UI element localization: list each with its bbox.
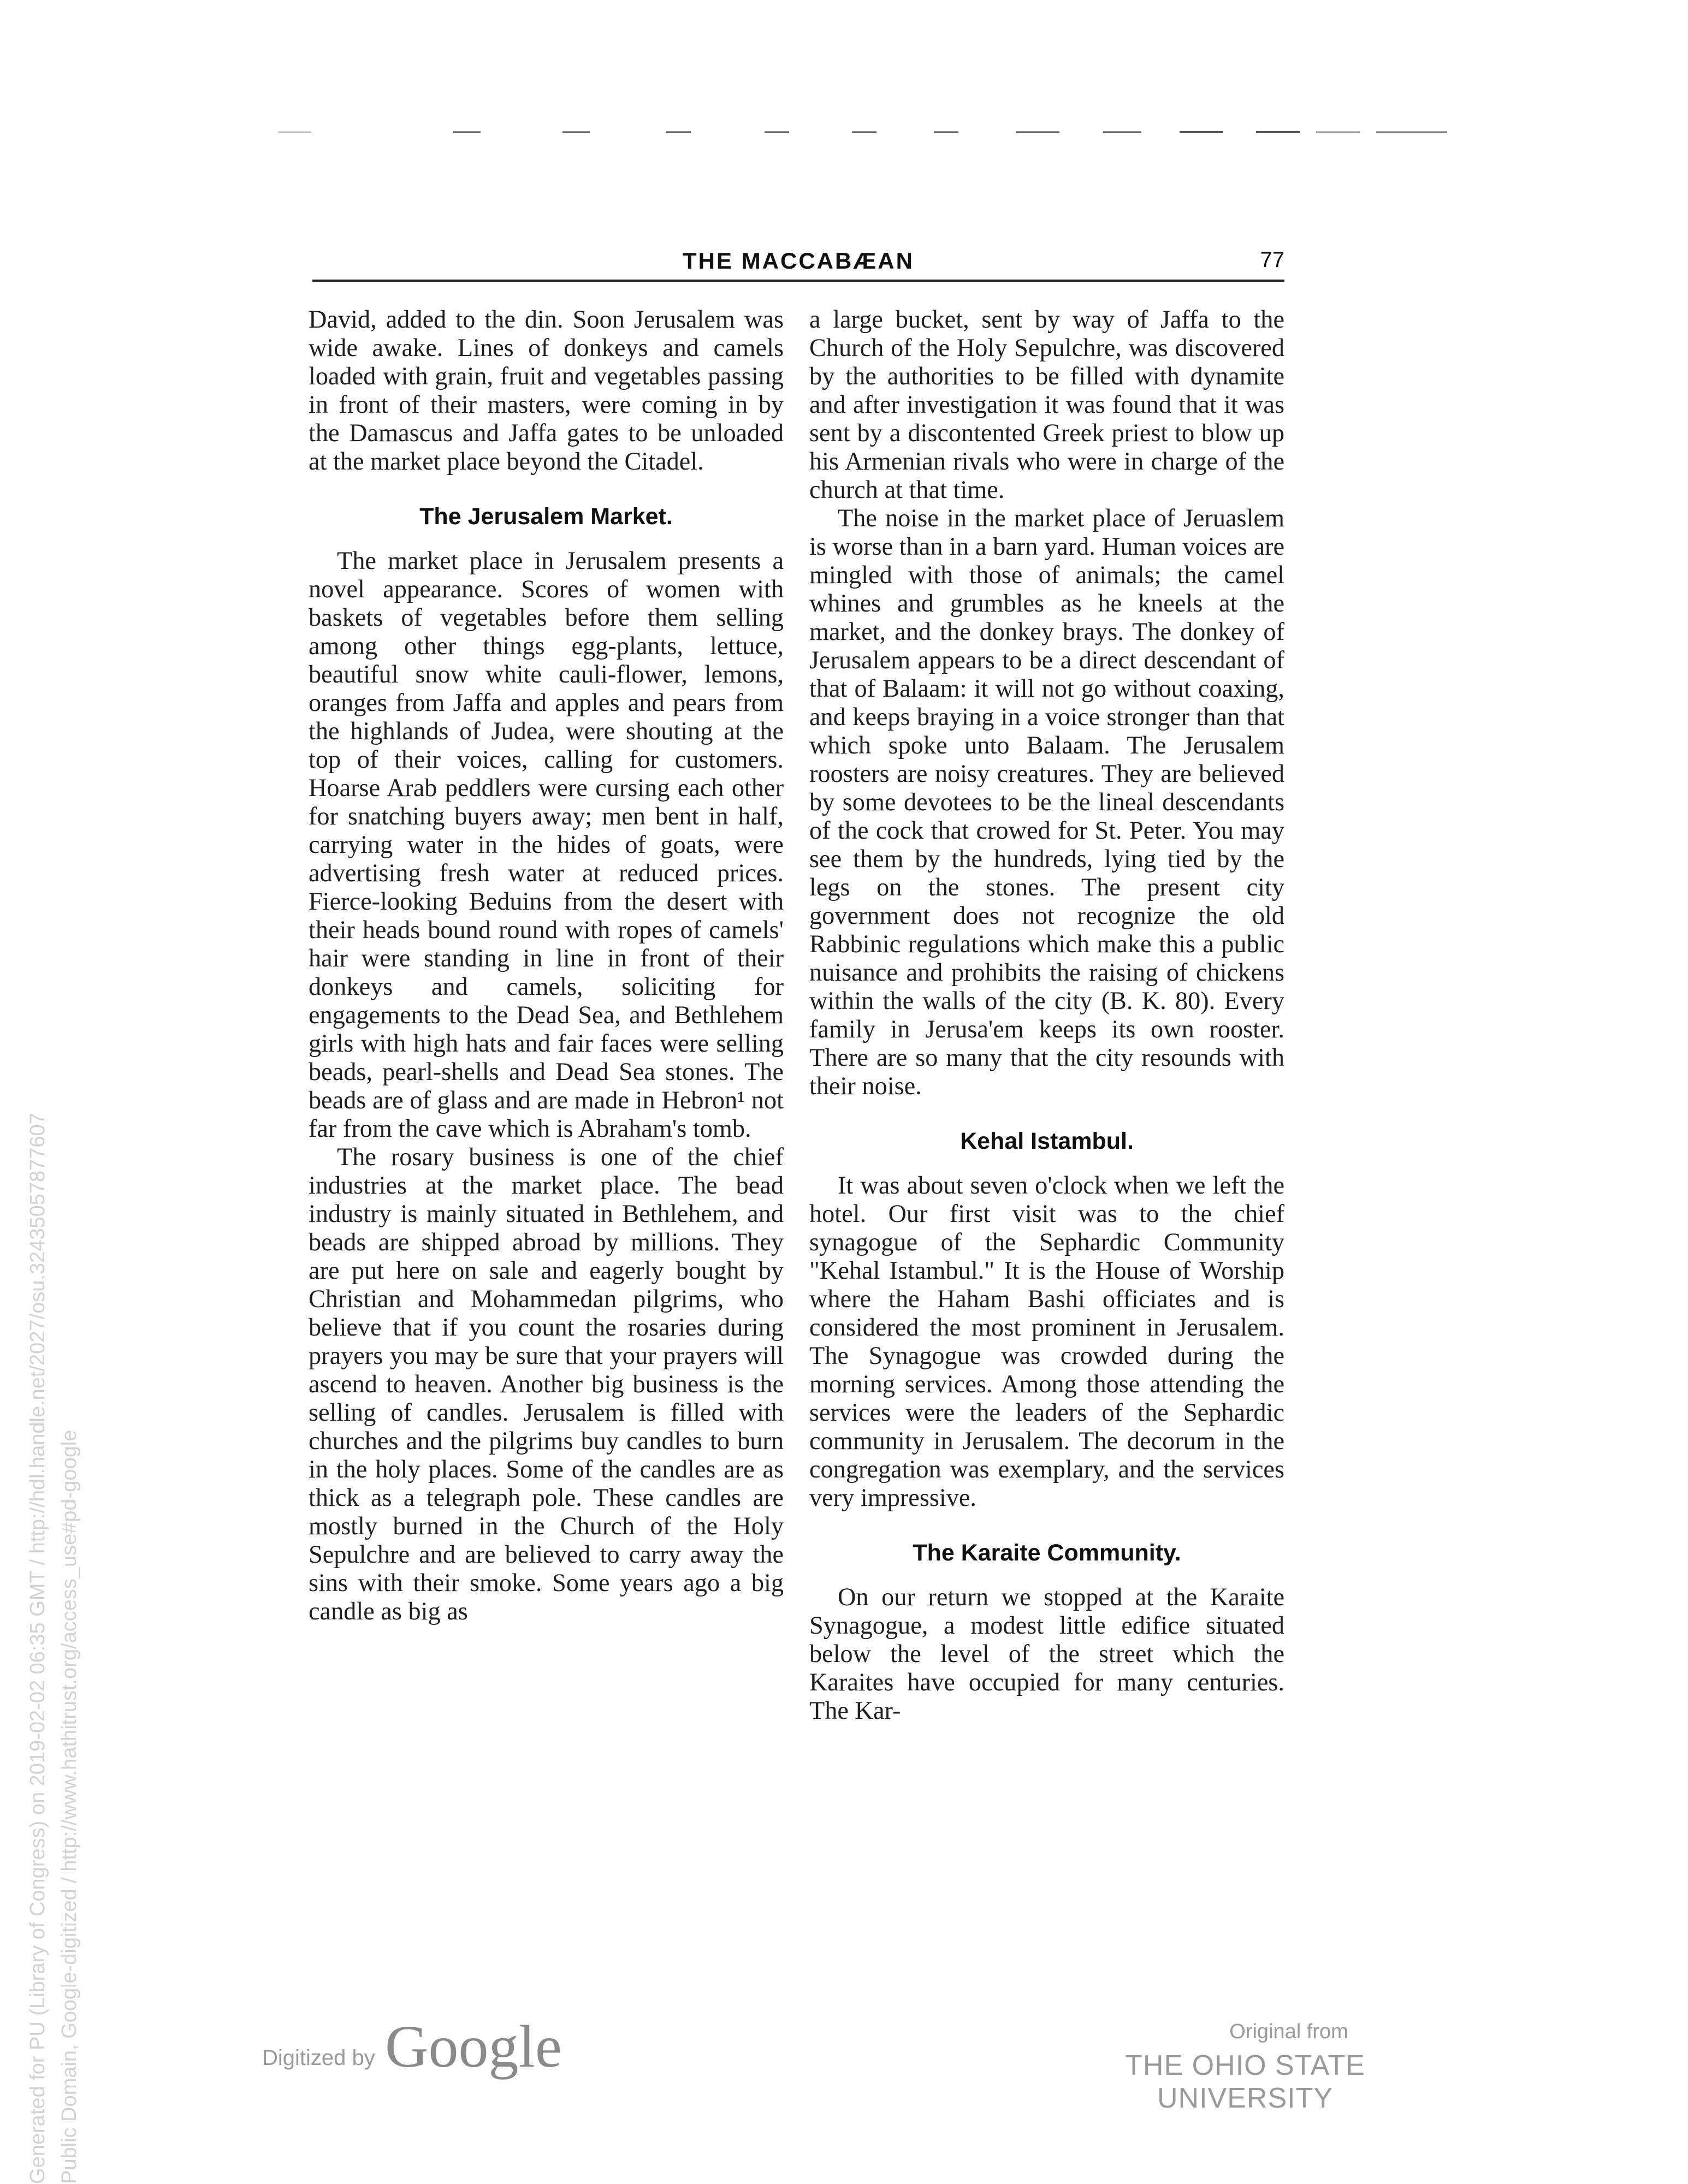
digitized-label: Digitized by [262, 2046, 375, 2070]
access-watermark [22, 819, 85, 2184]
journal-title: THE MACCABÆAN [683, 248, 914, 274]
watermark-line: Public Domain, Google-digitized / http://www.hathitrust.org/access_use#pd-google [58, 1429, 81, 2184]
right-column [809, 306, 1284, 1725]
paragraph: The noise in the market place of Jeruaslem is worse than in a barn yard. Human voices are mingled with those of animals; the camel whines and grumbles as he kneels at the market, and the donkey brays. The donkey of Jerusalem appears to be a direct descendant of that of Balaam: it will not go without coaxing, and keeps braying in a voice stronger than that which spoke unto Balaam. The Jerusalem roosters are noisy creatures. They are believed by some devotees to be the lineal descendants of the cock that crowed for St. Peter. You may see them by the hundreds, lying tied by the legs on the stones. The present city government does not recognize the old Rabbinic regulations which make this a public nuisance and prohibits the raising of chickens within the walls of the city (B. K. 80). Every family in Jerusa'em keeps its own rooster. There are so many that the city resounds with their noise. [809, 505, 1284, 1100]
paragraph: It was about seven o'clock when we left the hotel. Our first visit was to the chief synagogue of the Sephardic Community "Kehal Istambul." It is the House of Worship where the Haham Bashi officiates and is considered the most prominent in Jerusalem. The Synagogue was crowded during the morning services. Among those attending the services were the leaders of the Sephardic community in Jerusalem. The decorum in the congregation was exemplary, and the services very impressive. [809, 1172, 1284, 1512]
source-institution: THE OHIO STATE UNIVERSITY [1125, 2050, 1365, 2114]
original-from-label: Original from [1229, 2020, 1348, 2043]
scan-artifact-dashes [273, 129, 1453, 135]
paragraph: On our return we stopped at the Karaite Synagogue, a modest little edifice situated below the level of the street which the Karaites have occupied for many centuries. The Kar- [809, 1583, 1284, 1725]
page-number: 77 [1260, 248, 1284, 272]
svg-text:Google: Google [384, 2015, 562, 2080]
section-heading-karaite-community: The Karaite Community. [913, 1540, 1181, 1566]
paragraph: David, added to the din. Soon Jerusalem was wide awake. Lines of donkeys and camels loaded with grain, fruit and vegetables passing in front of their masters, were coming in by the Damascus and Jaffa gates to be unloaded at the market place beyond the Citadel. [309, 306, 784, 476]
section-heading-jerusalem-market: The Jerusalem Market. [419, 503, 673, 530]
source-attribution [1038, 2020, 1453, 2115]
paragraph: The market place in Jerusalem presents a novel appearance. Scores of women with baskets of vegetables before them selling among other things egg-plants, lettuce, beautiful snow white cauli-flower, lemons, oranges from Jaffa and apples and pears from the highlands of Judea, were shouting at the top of their voices, calling for customers. Hoarse Arab peddlers were cursing each other for snatching buyers away; men bent in half, carrying water in the hides of goats, were advertising fresh water at reduced prices. Fierce-looking Beduins from the desert with their heads bound round with ropes of camels' hair were standing in line in front of their donkeys and camels, soliciting for engagements to the Dead Sea, and Bethlehem girls with high hats and fair faces were selling beads, pearl-shells and Dead Sea stones. The beads are of glass and are made in Hebron¹ not far from the cave which is Abraham's tomb. [309, 547, 784, 1143]
paragraph: a large bucket, sent by way of Jaffa to the Church of the Holy Sepulchre, was discovered by the authorities to be filled with dynamite and after investigation it was found that it was sent by a discontented Greek priest to blow up his Armenian rivals who were in charge of the church at that time. [809, 306, 1284, 504]
watermark-line: Generated for PU (Library of Congress) on 2019-02-02 06:35 GMT / http://hdl.handle.net/2027/osu.32435057877607 [26, 1113, 49, 2184]
google-logo [385, 2015, 582, 2080]
left-column [309, 306, 784, 1626]
running-head [312, 247, 1284, 282]
section-heading-kehal-istambul: Kehal Istambul. [960, 1128, 1134, 1154]
paragraph: The rosary business is one of the chief industries at the market place. The bead industry is mainly situated in Bethlehem, and beads are shipped abroad by millions. They are put here on sale and eagerly bought by Christian and Mohammedan pilgrims, who believe that if you count the rosaries during prayers you may be sure that your prayers will ascend to heaven. Another big business is the selling of candles. Jerusalem is filled with churches and the pilgrims buy candles to burn in the holy places. Some of the candles are as thick as a telegraph pole. These candles are mostly burned in the Church of the Holy Sepulchre and are believed to carry away the sins with their smoke. Some years ago a big candle as big as [309, 1143, 784, 1625]
digitized-by-mark [262, 2009, 582, 2080]
